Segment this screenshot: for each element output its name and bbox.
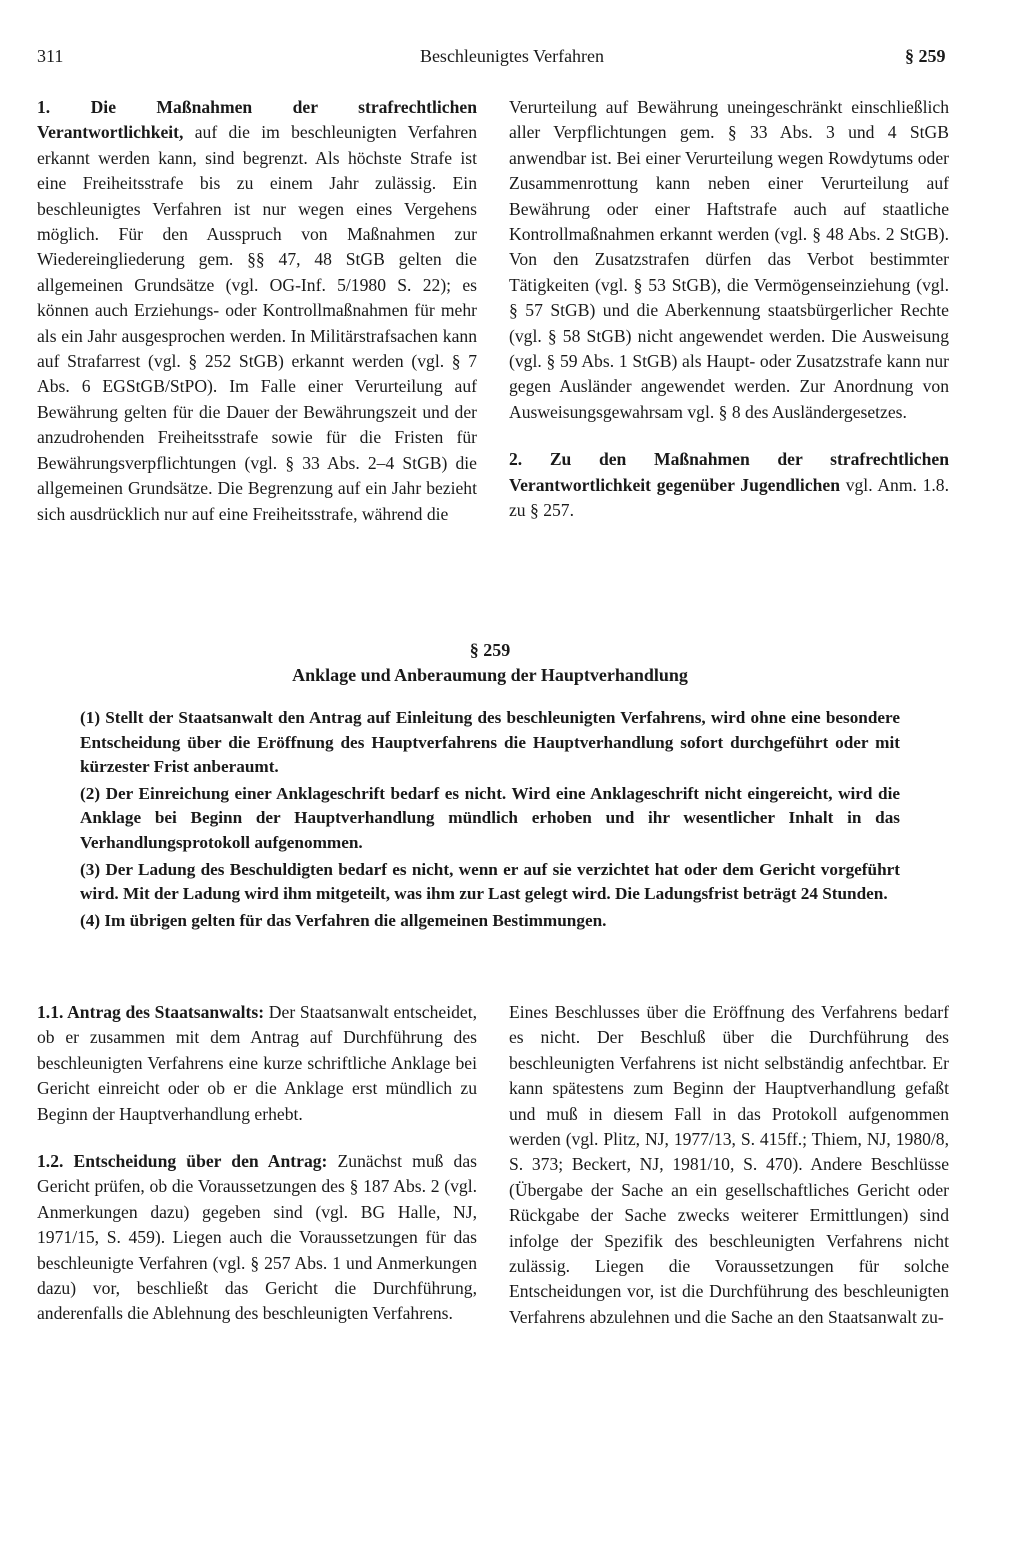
section-title: Anklage und Anberaumung der Hauptverhandlung: [292, 665, 688, 685]
commentary-top: [37, 95, 987, 585]
running-title: Beschleunigtes Verfahren: [419, 46, 605, 66]
statute-section: [80, 640, 900, 935]
paragraph-heading: 2. Zu den Maßnahmen der strafrechtlichen Verantwortlichkeit gegenüber Jugendlichen: [509, 449, 949, 495]
column-left: [37, 1000, 477, 1349]
commentary-paragraph: Eines Beschlusses über die Eröffnung des Verfahrens bedarf es nicht. Der Beschluß über die Durchführung des beschleunigten Verfahrens ist nicht selbständig anfechtbar. Er kann spätestens zum Beginn der Hauptverhandlung gefaßt und muß in diesem Fall in das Protokoll aufgenommen werden (vgl. Plitz, NJ, 1977/13, S. 415ff.; Thiem, NJ, 1980/8, S. 373; Beckert, NJ, 1981/10, S. 470). Andere Beschlüsse (Übergabe der Sache an ein gesellschaftliches Gericht oder Rückgabe der Sache zwecks weiterer Ermittlungen) sind infolge der Spezifik des beschleunigten Verfahrens nicht zulässig. Liegen die Voraussetzungen für solche Entscheidungen vor, ist die Durchführung des beschleunigten Verfahrens abzulehnen und die Sache an den Staatsanwalt zu-: [509, 1002, 949, 1327]
statute-paragraph-2: (2) Der Einreichung einer Anklageschrift bedarf es nicht. Wird eine Anklageschrift nicht eingereicht, wird die Anklage bei Beginn der Hauptverhandlung mündlich erhoben und ihr wesentlicher Inhalt in das Verhandlungsprotokoll aufgenommen.: [80, 783, 900, 852]
statute-paragraph-4: (4) Im übrigen gelten für das Verfahren die allgemeinen Bestimmungen.: [80, 910, 607, 930]
paragraph-text: auf die im beschleunigten Verfahren erkannt werden kann, sind begrenzt. Als höchste Strafe ist eine Freiheitsstrafe bis zu einem Jahr zulässig. Ein beschleunigtes Verfahren ist nur wegen eines Vergehens möglich. Für den Ausspruch von Maßnahmen zur Wiedereingliederung gem. §§ 47, 48 StGB gelten die allgemeinen Grundsätze (vgl. OG-Inf. 5/1980 S. 22); es können auch Erziehungs- oder Kontrollmaßnahmen für mehr als ein Jahr ausgesprochen werden. In Militärstrafsachen kann auf Strafarrest (vgl. § 252 StGB) erkannt werden (vgl. § 7 Abs. 6 EGStGB/StPO). Im Falle einer Verurteilung auf Bewährung gelten für die Dauer der Bewährungszeit und der anzudrohenden Freiheitsstrafe sowie für die Fristen für Bewährungsverpflichtungen (vgl. § 33 Abs. 2–4 StGB) die allgemeinen Grundsätze. Die Begrenzung auf ein Jahr bezieht sich ausdrücklich nur auf eine Freiheitsstrafe, während die: [37, 122, 477, 524]
commentary-bottom: [37, 1000, 987, 1380]
paragraph-heading: 1.1. Antrag des Staatsanwalts:: [37, 1002, 265, 1022]
column-right: [509, 95, 949, 546]
paragraph-heading: 1. Die Maßnahmen der strafrechtlichen Verantwortlichkeit,: [37, 97, 477, 143]
commentary-paragraph: [509, 447, 949, 523]
column-right: [509, 1000, 949, 1352]
commentary-paragraph: [37, 1000, 477, 1127]
paragraph-text: Zunächst muß das Gericht prüfen, ob die Voraussetzungen des § 187 Abs. 2 (vgl. Anmerkungen dazu) gegeben sind (vgl. BG Halle, NJ, 1971/15, S. 459). Liegen auch die Voraussetzungen für das beschleunigte Verfahren (vgl. § 257 Abs. 1 und Anmerkungen dazu) vor, beschließt das Gericht die Durchführung, anderenfalls die Ablehnung des beschleunigten Verfahrens.: [37, 1151, 477, 1324]
statute-paragraph-1: (1) Stellt der Staatsanwalt den Antrag auf Einleitung des beschleunigten Verfahrens, wird ohne eine besondere Entscheidung über die Eröffnung des Hauptverfahrens die Hauptverhandlung sofort durchgeführt oder mit kürzester Frist anberaumt.: [80, 708, 900, 777]
paragraph-heading: 1.2. Entscheidung über den Antrag:: [37, 1151, 328, 1172]
commentary-paragraph: Verurteilung auf Bewährung uneingeschränkt einschließlich aller Verpflichtungen gem. § 33 Abs. 3 und 4 StGB anwendbar ist. Bei einer Verurteilung wegen Rowdytums oder Zusammenrottung kann neben einer Verurteilung auf Bewährung oder einer Haftstrafe auch auf staatliche Kontrollmaßnahmen erkannt werden (vgl. § 48 Abs. 2 StGB). Von den Zusatzstrafen dürfen das Verbot bestimmter Tätigkeiten (vgl. § 53 StGB), die Vermögenseinziehung (vgl. § 57 StGB) und die Aberkennung staatsbürgerlicher Rechte (vgl. § 58 StGB) nicht angewendet werden. Die Ausweisung (vgl. § 59 Abs. 1 StGB) als Haupt- oder Zusatzstrafe kann nur gegen Ausländer angewendet werden. Zur Anordnung von Ausweisungsgewahrsam vgl. § 8 des Ausländergesetzes.: [509, 97, 949, 422]
commentary-paragraph: [37, 1149, 477, 1327]
column-left: [37, 95, 477, 549]
header-section-number: § 259: [905, 46, 946, 66]
running-header: [0, 46, 1024, 76]
statute-paragraph-3: (3) Der Ladung des Beschuldigten bedarf es nicht, wenn er auf sie verzichtet hat oder dem Gericht vorgeführt wird. Mit der Ladung wird ihm mitgeteilt, was ihm zur Last gelegt wird. Die Ladungsfrist beträgt 24 Stunden.: [80, 859, 900, 904]
page-number: 311: [37, 46, 64, 66]
section-number: § 259: [469, 640, 511, 660]
paragraph-text: vgl. Anm. 1.8. zu § 257.: [509, 474, 949, 521]
paragraph-text: Der Staatsanwalt entscheidet, ob er zusammen mit dem Antrag auf Durchführung des beschleunigten Verfahrens eine kurze schriftliche Anklage bei Gericht einreicht oder ob er die Anklage erst mündlich zu Beginn der Hauptverhandlung erhebt.: [37, 1002, 477, 1124]
commentary-paragraph: [37, 95, 477, 527]
